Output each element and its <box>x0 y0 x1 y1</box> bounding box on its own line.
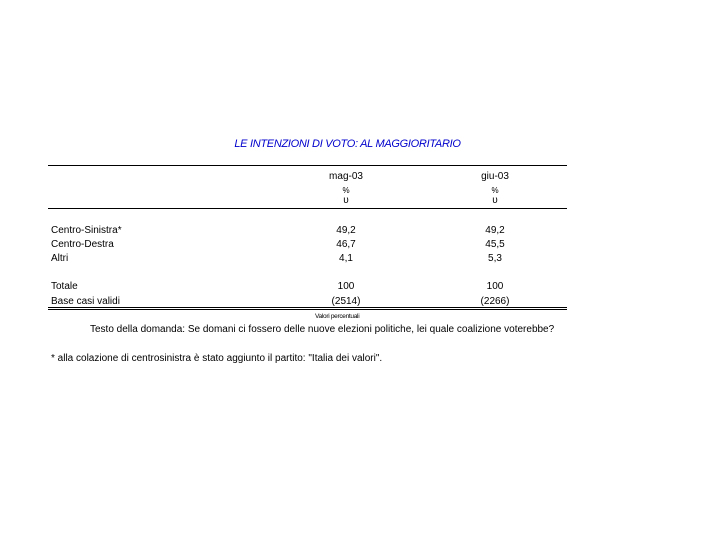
row-label: Base casi validi <box>51 296 120 307</box>
row-label: Centro-Sinistra* <box>51 225 122 236</box>
period-label: giu-03 <box>481 171 509 182</box>
row-value: 100 <box>337 281 355 292</box>
unit-label: % <box>491 186 499 195</box>
row-label: Totale <box>51 281 78 292</box>
row-value: (2514) <box>331 296 361 307</box>
top-rule <box>48 165 567 166</box>
table-title: LE INTENZIONI DI VOTO: AL MAGGIORITARIO <box>234 138 461 150</box>
header-rule <box>48 208 567 209</box>
asterisk-note: * alla colazione di centrosinistra è stato aggiunto il partito: "Italia dei valori". <box>51 353 383 364</box>
bottom-rule-2 <box>48 309 567 310</box>
value-mark: υ <box>343 195 349 206</box>
row-value: 45,5 <box>485 239 505 250</box>
unit-label: % <box>342 186 350 195</box>
row-value: 4,1 <box>339 253 353 264</box>
question-text: Testo della domanda: Se domani ci fossero delle nuove elezioni politiche, lei quale coalizione voterebbe? <box>90 324 555 335</box>
row-value: (2266) <box>480 296 510 307</box>
bottom-rule <box>48 307 567 308</box>
values-note: Valori percentuali <box>315 313 360 320</box>
value-mark: υ <box>492 195 498 206</box>
row-value: 49,2 <box>485 225 505 236</box>
row-value: 100 <box>486 281 504 292</box>
row-value: 49,2 <box>336 225 356 236</box>
period-label: mag-03 <box>329 171 363 182</box>
row-value: 5,3 <box>488 253 502 264</box>
row-value: 46,7 <box>336 239 356 250</box>
row-label: Altri <box>51 253 69 264</box>
row-label: Centro-Destra <box>51 239 114 250</box>
